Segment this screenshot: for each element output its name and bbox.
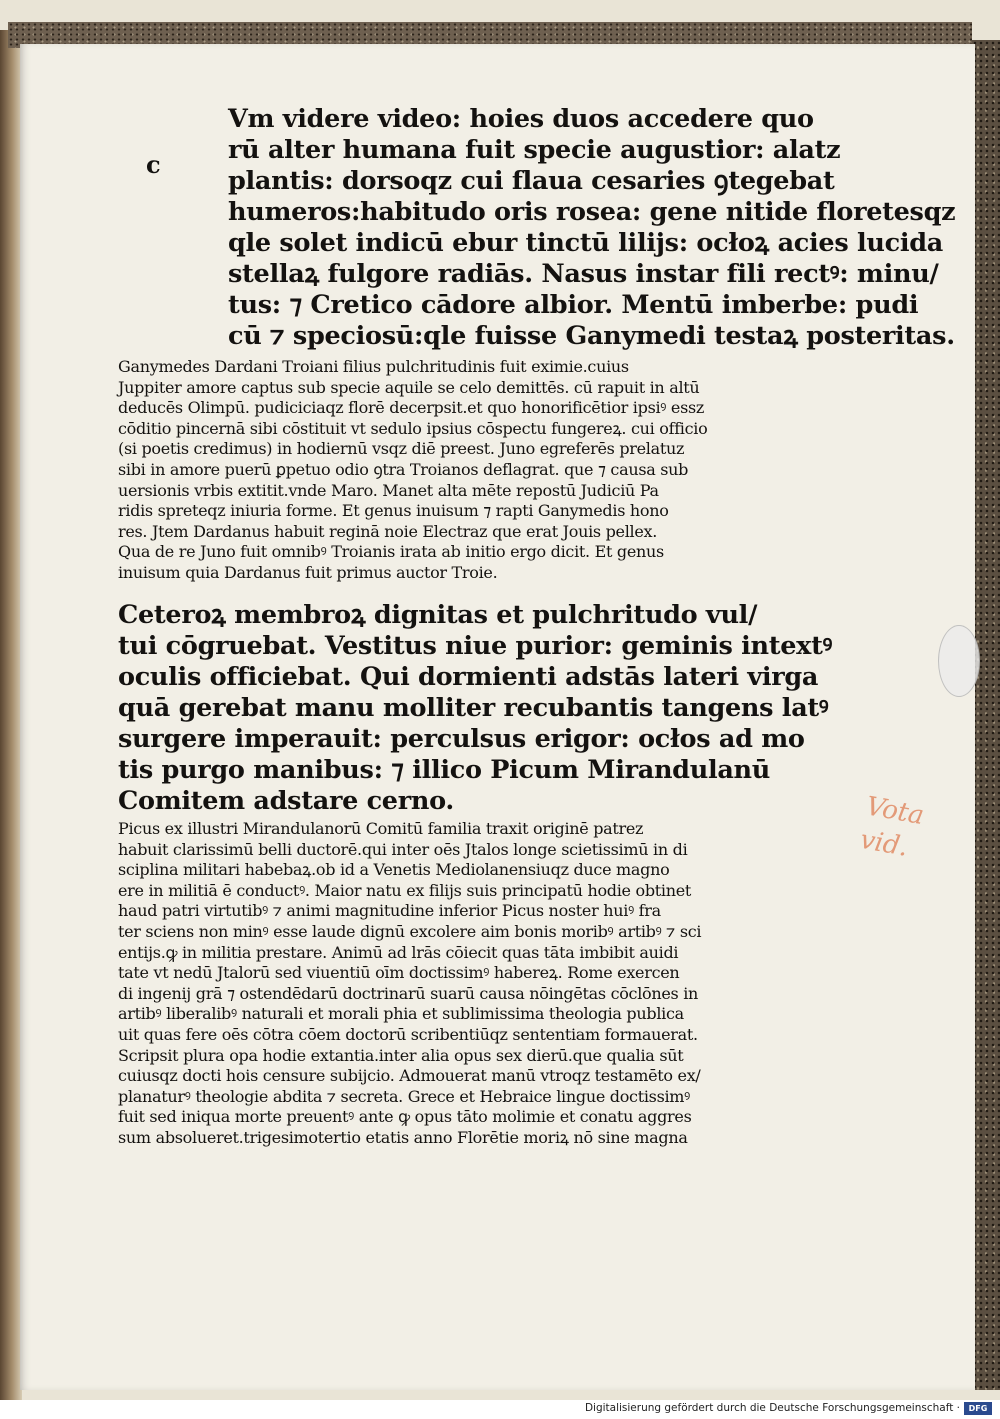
text-line: Vm videre video: hoies duos accedere quo: [228, 104, 814, 134]
text-line: tus: ⁊ Cretico cādore albior. Mentū imberbe: pudi: [228, 290, 919, 320]
text-line: Comitem adstare cerno.: [118, 786, 454, 816]
text-line: sibi in amore puerū ꝑpetuo odio ꝯtra Troianos deflagrat. que ⁊ causa sub: [118, 459, 689, 479]
text-line: tate vt nedū Jtalorū sed viuentiū oīm doctissimꝰ habereꝝ. Rome exercen: [118, 963, 680, 983]
text-line: Scripsit plura opa hodie extantia.inter alia opus sex dierū.que qualia sūt: [118, 1045, 684, 1065]
text-block-2: [118, 357, 783, 584]
text-line: plantis: dorsoqz cui flaua cesaries ꝯtegebat: [228, 166, 835, 196]
text-line: quā gerebat manu molliter recubantis tangens latꝰ: [118, 693, 829, 723]
text-line: ter sciens non minꝰ esse laude dignū excolere aim bonis moribꝰ artibꝰ ⁊ sci: [118, 921, 702, 941]
dfg-logo: DFG: [964, 1402, 992, 1415]
text-line: deducēs Olimpū. pudiciciaqz florē decerpsit.et quo honorificētior ipsiꝰ essz: [118, 398, 705, 418]
text-line: res. Jtem Dardanus habuit reginā noie Electraz que erat Jouis pellex.: [118, 521, 658, 541]
text-block-3: [118, 600, 833, 817]
text-line: stellaꝝ fulgore radiās. Nasus instar fili rectꝰ: minu/: [228, 259, 939, 289]
text-line: cuiusqz docti hois censure subijcio. Admouerat manū vtroqz testamēto ex/: [118, 1066, 701, 1086]
text-line: inuisum quia Dardanus fuit primus auctor Troie.: [118, 562, 498, 582]
page-tab-marker: [938, 625, 980, 697]
text-line: habuit clarissimū belli ductorē.qui inter oēs Jtalos longe scietissimū in di: [118, 839, 688, 859]
text-block-4: [118, 819, 788, 1149]
text-line: tui cōgruebat. Vestitus niue purior: geminis intextꝰ: [118, 631, 833, 661]
text-line: humeros:habitudo oris rosea: gene nitide floretesqz: [228, 197, 956, 227]
text-line: Picus ex illustri Mirandulanorū Comitū familia traxit originē patrez: [118, 819, 644, 838]
book-fore-edge: [972, 40, 1000, 1390]
text-line: ridis spreteqz iniuria forme. Et genus inuisum ⁊ rapti Ganymedis hono: [118, 501, 669, 521]
text-line: surgere imperauit: perculsus erigor: ocłos ad mo: [118, 724, 805, 754]
text-line: rū alter humana fuit specie augustior: alatz: [228, 135, 841, 165]
text-line: oculis officiebat. Qui dormienti adstās lateri virga: [118, 662, 819, 692]
text-line: sum absolueret.trigesimotertio etatis anno Florētie moriꝝ nō sine magna: [118, 1127, 688, 1147]
text-line: di ingenij grā ⁊ ostendēdarū doctrinarū suarū causa nōingētas cōclōnes in: [118, 983, 699, 1003]
text-line: Ganymedes Dardani Troiani filius pulchritudinis fuit eximie.cuius: [118, 357, 629, 376]
book-spine: [0, 30, 22, 1400]
text-line: Juppiter amore captus sub specie aquile se celo demittēs. cū rapuit in altū: [118, 377, 700, 397]
text-line: Qua de re Juno fuit omnibꝰ Troianis irata ab initio ergo dicit. Et genus: [118, 542, 664, 562]
text-line: ere in militiā ē conductꝰ. Maior natu ex filijs suis principatū hodie obtinet: [118, 880, 692, 900]
text-line: planaturꝰ theologie abdita ⁊ secreta. Grece et Hebraice lingue doctissimꝰ: [118, 1086, 690, 1106]
text-block-1: [228, 104, 956, 352]
text-line: haud patri virtutibꝰ ⁊ animi magnitudine inferior Picus noster huiꝰ fra: [118, 901, 661, 921]
text-line: tis purgo manibus: ⁊ illico Picum Mirandulanū: [118, 755, 771, 785]
text-line: (si poetis credimus) in hodiernū vsqz diē preest. Juno egreferēs prelatuz: [118, 439, 685, 459]
text-line: entijs.ꝙ in militia prestare. Animū ad lrās cōiecit quas tāta imbibit auidi: [118, 942, 679, 962]
text-line: fuit sed iniqua morte preuentꝰ ante ꝙ opus tāto molimie et conatu aggres: [118, 1107, 692, 1127]
text-line: cū ⁊ speciosū:qle fuisse Ganymedi testaꝝ posteritas.: [228, 321, 955, 351]
text-line: Ceteroꝝ membroꝝ dignitas et pulchritudo vul/: [118, 600, 758, 630]
text-line: cōditio pincernā sibi cōstituit vt sedulo ipsius cōspectu fungereꝝ. cui officio: [118, 418, 708, 438]
note-line: vid.: [857, 824, 911, 863]
text-line: artibꝰ liberalibꝰ naturali et morali phia et sublimissima theologia publica: [118, 1004, 684, 1024]
text-line: uersionis vrbis extitit.vnde Maro. Manet alta mēte repostū Judiciū Pa: [118, 480, 659, 500]
footer-credit: Digitalisierung gefördert durch die Deutsche Forschungsgemeinschaft ·: [584, 1402, 960, 1414]
text-line: qle solet indicū ebur tinctū lilijs: ocłoꝝ acies lucida: [228, 228, 943, 258]
text-line: sciplina militari habebaꝝ.ob id a Venetis Mediolanensiuqz duce magno: [118, 860, 670, 880]
note-line: Vota: [863, 791, 927, 832]
margin-initial: c: [146, 150, 161, 179]
text-line: uit quas fere oēs cōtra cōem doctorū scribentiūqz sententiam formauerat.: [118, 1024, 698, 1044]
